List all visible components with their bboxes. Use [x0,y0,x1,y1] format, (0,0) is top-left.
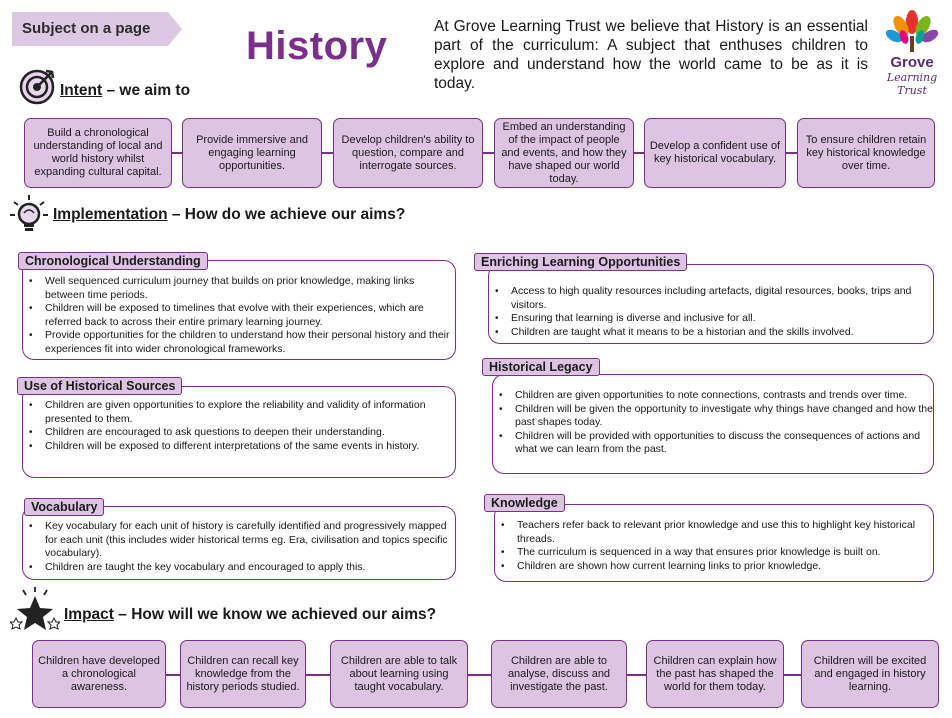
chronological-bullet: • Children will be exposed to timelines that evolve with their experiences, which are referred back to across their entire primary learning journey. [23,302,455,329]
implementation-heading-label: Implementation [53,206,168,223]
star-icon [10,586,60,639]
intent-item: To ensure children retain key historical knowledge over time. [797,118,935,188]
enriching-bullet: • Access to high quality resources including artefacts, digital resources, books, trips and visitors. [489,285,933,312]
logo-name: Grove [890,54,934,71]
knowledge-panel [494,504,934,582]
impact-item: Children are able to analyse, discuss and investigate the past. [491,640,627,708]
legacy-bullet: • Children will be provided with opportunities to discuss the consequences of actions and what we can learn from the past. [493,430,933,457]
sources-title: Use of Historical Sources [17,377,182,395]
knowledge-bullet: • Teachers refer back to relevant prior knowledge and use this to highlight key historical threads. [495,519,933,546]
page-title: History [246,24,388,68]
impact-item: Children are able to talk about learning using taught vocabulary. [330,640,468,708]
intent-heading-rest: – we aim to [102,82,191,99]
impact-item: Children can recall key knowledge from the history periods studied. [180,640,306,708]
impact-item: Children will be excited and engaged in history learning. [801,640,939,708]
enriching-bullet: • Ensuring that learning is diverse and inclusive for all. [489,312,933,326]
intent-item: Provide immersive and engaging learning opportunities. [182,118,322,188]
knowledge-title: Knowledge [484,494,565,512]
intent-item: Build a chronological understanding of local and world history whilst expanding cultural capital. [24,118,172,188]
intent-item: Embed an understanding of the impact of people and events, and how they have shaped our world today. [494,118,634,188]
intent-heading-label: Intent [60,82,103,99]
trust-logo [876,6,948,97]
enriching-bullet: • Children are taught what it means to be a historian and the skills involved. [489,326,933,340]
vocabulary-bullet: • Children are taught the key vocabulary and encouraged to apply this. [23,561,455,575]
impact-heading [64,606,436,624]
target-icon [18,68,56,111]
implementation-heading-rest: – How do we achieve our aims? [167,206,406,223]
sources-panel [22,386,456,478]
implementation-heading [53,206,405,224]
legacy-panel [492,374,934,474]
sources-bullet: • Children will be exposed to different interpretations of the same events in history. [23,440,455,454]
logo-subtitle: Learning Trust [886,71,938,97]
lightbulb-icon [8,193,50,240]
legacy-bullet: • Children will be given the opportunity to investigate why things have changed and how the past shapes today. [493,403,933,430]
vocabulary-title: Vocabulary [24,498,104,516]
enriching-title: Enriching Learning Opportunities [474,253,687,271]
tree-logo-icon [876,6,948,56]
impact-heading-rest: – How will we know we achieved our aims? [113,606,437,623]
chronological-title: Chronological Understanding [18,252,208,270]
knowledge-bullet: • Children are shown how current learning links to prior knowledge. [495,560,933,574]
impact-item: Children can explain how the past has shaped the world for them today. [646,640,784,708]
chronological-bullet: • Provide opportunities for the children to understand how their personal history and their experiences fit into wider chronological frameworks. [23,329,455,356]
knowledge-bullet: • The curriculum is sequenced in a way that ensures prior knowledge is built on. [495,546,933,560]
subject-tag-label: Subject on a page [22,20,151,37]
intent-item: Develop a confident use of key historical vocabulary. [644,118,786,188]
legacy-bullet: • Children are given opportunities to note connections, contrasts and trends over time. [493,389,933,403]
subject-tag [12,12,180,46]
sources-bullet: • Children are given opportunities to explore the reliability and validity of information presented to them. [23,399,455,426]
intent-heading [60,82,190,100]
chronological-bullet: • Well sequenced curriculum journey that builds on prior knowledge, making links between time periods. [23,275,455,302]
impact-heading-label: Impact [64,606,114,623]
vocabulary-panel [22,506,456,580]
enriching-panel [488,264,934,344]
intro-text: At Grove Learning Trust we believe that History is an essential part of the curriculum: A subject that enthuses children to explore and understand how the world came to be as it is today. [434,18,868,92]
intent-item: Develop children's ability to question, compare and interrogate sources. [333,118,483,188]
sources-bullet: • Children are encouraged to ask questions to deepen their understanding. [23,426,455,440]
impact-item: Children have developed a chronological awareness. [32,640,166,708]
vocabulary-bullet: • Key vocabulary for each unit of history is carefully identified and progressively mapped for each unit (this includes wider historical terms eg. Era, civilisation and topics specific vocabulary). [23,520,455,561]
legacy-title: Historical Legacy [482,358,600,376]
chronological-panel [22,260,456,360]
